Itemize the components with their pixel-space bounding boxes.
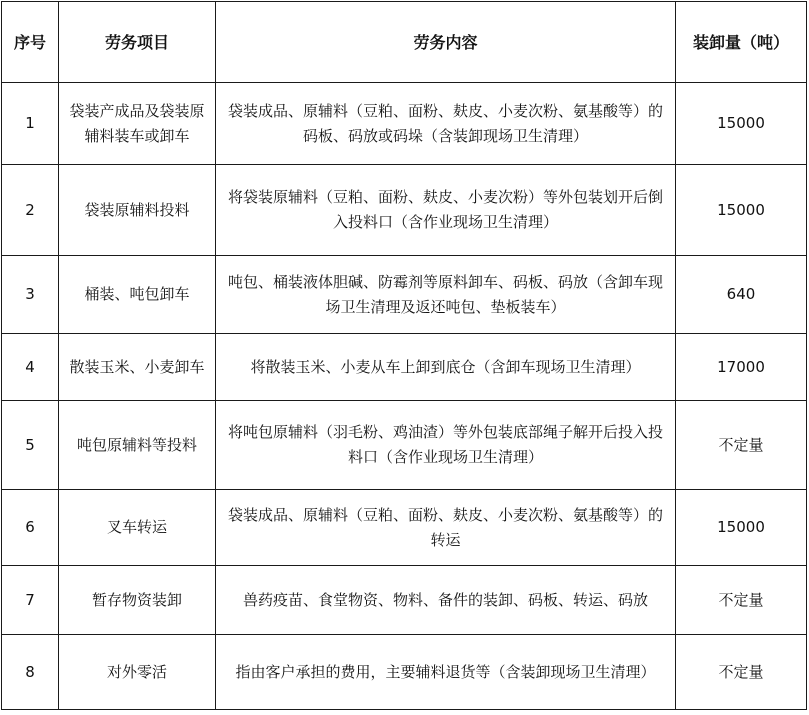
cell-item: 散装玉米、小麦卸车	[59, 334, 216, 401]
header-content: 劳务内容	[216, 2, 676, 83]
header-seq: 序号	[2, 2, 59, 83]
cell-seq: 5	[2, 401, 59, 490]
cell-item: 袋装产成品及袋装原辅料装车或卸车	[59, 83, 216, 165]
table-row	[2, 490, 807, 566]
cell-content: 兽药疫苗、食堂物资、物料、备件的装卸、码板、转运、码放	[216, 566, 676, 635]
cell-item: 桶装、吨包卸车	[59, 256, 216, 334]
cell-content: 指由客户承担的费用，主要辅料退货等（含装卸现场卫生清理）	[216, 635, 676, 710]
cell-seq: 1	[2, 83, 59, 165]
header-row	[2, 2, 807, 83]
cell-item: 袋装原辅料投料	[59, 165, 216, 256]
table-row	[2, 256, 807, 334]
table-row	[2, 635, 807, 710]
cell-seq: 2	[2, 165, 59, 256]
cell-content: 将散装玉米、小麦从车上卸到底仓（含卸车现场卫生清理）	[216, 334, 676, 401]
cell-qty: 640	[676, 256, 807, 334]
cell-qty: 不定量	[676, 566, 807, 635]
cell-content: 袋装成品、原辅料（豆粕、面粉、麸皮、小麦次粉、氨基酸等）的码板、码放或码垛（含装卸现场卫生清理）	[216, 83, 676, 165]
cell-content: 袋装成品、原辅料（豆粕、面粉、麸皮、小麦次粉、氨基酸等）的转运	[216, 490, 676, 566]
cell-content: 将袋装原辅料（豆粕、面粉、麸皮、小麦次粉）等外包装划开后倒入投料口（含作业现场卫生清理）	[216, 165, 676, 256]
cell-seq: 6	[2, 490, 59, 566]
cell-content: 将吨包原辅料（羽毛粉、鸡油渣）等外包装底部绳子解开后投入投料口（含作业现场卫生清理）	[216, 401, 676, 490]
header-item: 劳务项目	[59, 2, 216, 83]
cell-seq: 4	[2, 334, 59, 401]
cell-seq: 3	[2, 256, 59, 334]
table-row	[2, 334, 807, 401]
cell-qty: 不定量	[676, 635, 807, 710]
table-row	[2, 165, 807, 256]
cell-qty: 15000	[676, 165, 807, 256]
cell-qty: 17000	[676, 334, 807, 401]
labor-services-table	[1, 1, 807, 710]
table-row	[2, 83, 807, 165]
cell-item: 暂存物资装卸	[59, 566, 216, 635]
cell-item: 对外零活	[59, 635, 216, 710]
cell-item: 叉车转运	[59, 490, 216, 566]
header-qty: 装卸量（吨）	[676, 2, 807, 83]
cell-qty: 15000	[676, 490, 807, 566]
table-row	[2, 401, 807, 490]
cell-seq: 7	[2, 566, 59, 635]
table-row	[2, 566, 807, 635]
cell-qty: 不定量	[676, 401, 807, 490]
cell-content: 吨包、桶装液体胆碱、防霉剂等原料卸车、码板、码放（含卸车现场卫生清理及返还吨包、垫板装车）	[216, 256, 676, 334]
cell-qty: 15000	[676, 83, 807, 165]
cell-seq: 8	[2, 635, 59, 710]
cell-item: 吨包原辅料等投料	[59, 401, 216, 490]
